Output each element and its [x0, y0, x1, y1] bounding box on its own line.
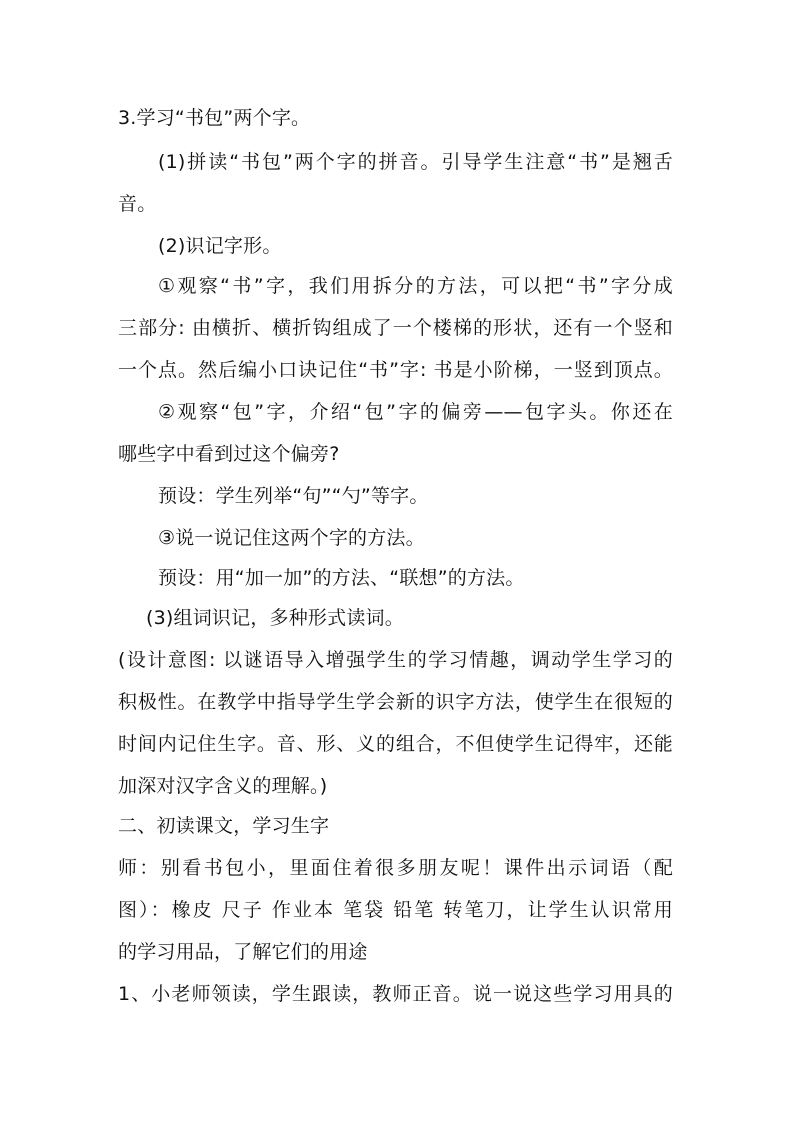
text-line-20: 图）：橡皮 尺子 作业本 笔袋 铅笔 转笔刀，让学生认识常用: [118, 899, 673, 921]
text-line-9: 哪些字中看到过这个偏旁?: [118, 443, 340, 465]
text-line-21: 的学习用品，了解它们的用途: [118, 941, 368, 963]
text-line-14: (设计意图: 以谜语导入增强学生的学习情趣，调动学生学习的: [118, 649, 673, 671]
text-line-4: (2)识记字形。: [158, 235, 282, 257]
text-line-17: 加深对汉字含义的理解。): [118, 775, 328, 797]
text-line-22: 1、小老师领读，学生跟读，教师正音。说一说这些学习用具的: [118, 983, 673, 1005]
text-line-16: 时间内记住生字。音、形、义的组合，不但使学生记得牢，还能: [118, 733, 673, 755]
text-line-3: 音。: [118, 193, 157, 215]
text-line-11: ③说一说记住这两个字的方法。: [158, 527, 425, 549]
text-line-13: (3)组词识记，多种形式读词。: [146, 607, 404, 629]
text-line-19: 师：别看书包小，里面住着很多朋友呢！课件出示词语（配: [118, 857, 673, 879]
text-line-1: 3.学习“书包”两个字。: [118, 107, 311, 129]
text-line-18: 二、初读课文，学习生字: [118, 815, 330, 837]
text-line-7: 一个点。然后编小口诀记住“书”字: 书是小阶梯，一竖到顶点。: [118, 359, 673, 381]
text-line-8: ②观察“包”字，介绍“包”字的偏旁——包字头。你还在: [158, 401, 673, 423]
text-line-15: 积极性。在教学中指导学生学会新的识字方法，使学生在很短的: [118, 691, 673, 713]
text-line-12: 预设：用“加一加”的方法、“联想”的方法。: [158, 567, 525, 589]
text-line-10: 预设：学生列举“句”“勺”等字。: [158, 485, 429, 507]
text-line-2: (1)拼读“书包”两个字的拼音。引导学生注意“书”是翘舌: [158, 151, 673, 173]
text-line-6: 三部分: 由横折、横折钩组成了一个楼梯的形状，还有一个竖和: [118, 317, 673, 339]
text-line-5: ①观察“书”字，我们用拆分的方法，可以把“书”字分成: [158, 275, 673, 297]
